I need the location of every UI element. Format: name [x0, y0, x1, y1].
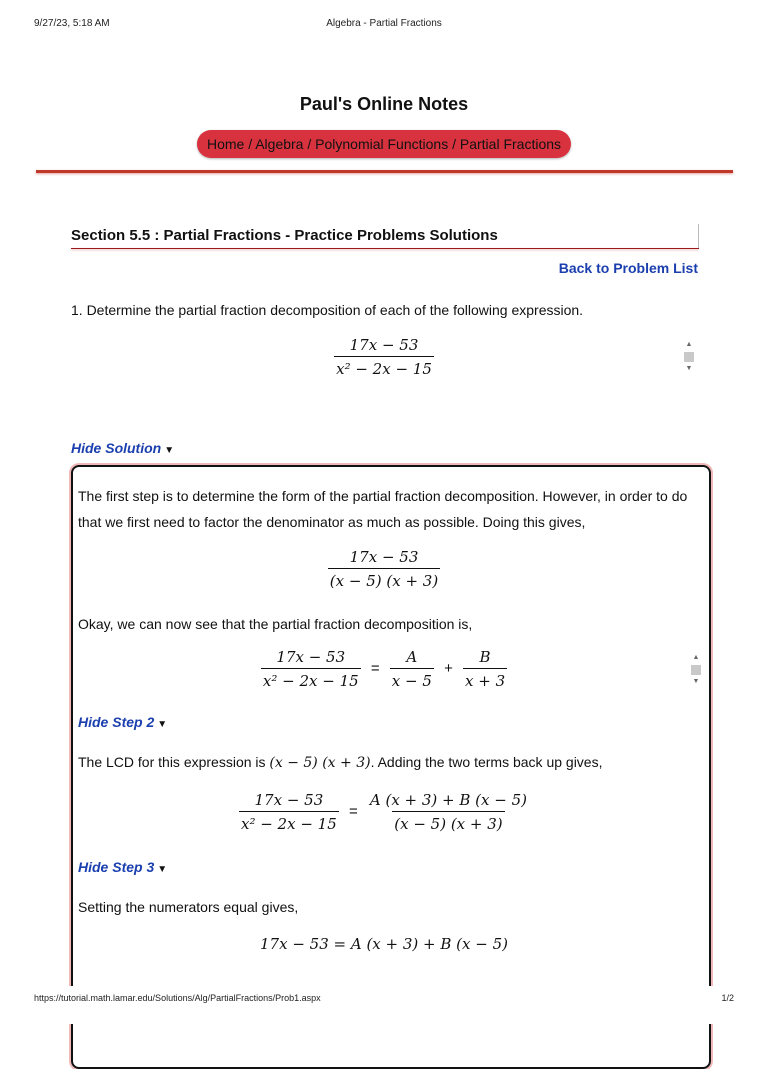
page-bottom-margin	[0, 986, 768, 1024]
print-url: https://tutorial.math.lamar.edu/Solutions/Alg/PartialFractions/Prob1.aspx	[34, 993, 321, 1003]
step2-text-a: The LCD for this expression is	[78, 754, 270, 770]
step2-rhs-denominator: (x − 5) (x + 3)	[392, 811, 504, 833]
hide-step-2-toggle[interactable]	[78, 714, 167, 730]
decomposition-form-text: Okay, we can now see that the partial fraction decomposition is,	[78, 616, 473, 632]
caret-down-icon: ▼	[157, 719, 168, 730]
form-a-denominator: x − 5	[390, 668, 434, 690]
step2-text-b: . Adding the two terms back up gives,	[370, 754, 603, 770]
form-b-denominator: x + 3	[463, 668, 507, 690]
equation-scrollbar[interactable]: ▲ ▼	[685, 341, 693, 372]
form-lhs-numerator: 17x − 53	[276, 648, 346, 666]
form-lhs-denominator: x² − 2x − 15	[261, 668, 361, 690]
form-b-numerator: B	[479, 648, 491, 666]
breadcrumb[interactable]: Home / Algebra / Polynomial Functions / Partial Fractions	[197, 130, 571, 158]
hide-step-2-label: Hide Step 2	[78, 714, 155, 730]
back-to-problem-list-link[interactable]: Back to Problem List	[558, 260, 698, 276]
caret-down-icon: ▼	[164, 445, 175, 456]
problem-numerator: 17x − 53	[349, 336, 419, 354]
equation-scrollbar-2[interactable]: ▲ ▼	[692, 654, 700, 685]
form-a-numerator: A	[406, 648, 418, 666]
step2-lhs-numerator: 17x − 53	[254, 791, 324, 809]
step2-rhs-numerator: A (x + 3) + B (x − 5)	[369, 791, 527, 809]
header-divider	[36, 170, 733, 173]
step2-text	[78, 749, 602, 776]
factored-denominator: (x − 5) (x + 3)	[328, 568, 440, 590]
hide-step-3-toggle[interactable]	[78, 859, 167, 875]
hide-solution-toggle[interactable]	[71, 440, 174, 456]
step2-lhs-denominator: x² − 2x − 15	[239, 811, 339, 833]
hide-solution-label: Hide Solution	[71, 440, 162, 456]
caret-down-icon: ▼	[157, 864, 168, 875]
factored-numerator: 17x − 53	[349, 548, 419, 566]
section-divider-end	[698, 224, 699, 248]
step3-equation: 17x − 53 = A (x + 3) + B (x − 5)	[260, 935, 508, 953]
section-divider	[71, 248, 699, 249]
step2-equation: $\frac{17x - 53}{\text{x² − 2x − 15}}$ = $\frac{A (x + 3) + B (x - 5)}{(x - 5) (x + 3)}$	[240, 791, 527, 833]
solution-step1-text: The first step is to determine the form of the partial fraction decomposition. However, in order to do that we first need to factor the denominator as much as possible. Doing this gives,	[78, 488, 688, 530]
problem-expression	[0, 336, 768, 378]
site-title[interactable]: Paul's Online Notes	[299, 94, 469, 114]
print-page-title: Algebra - Partial Fractions	[326, 18, 442, 29]
problem-denominator: x² − 2x − 15	[334, 356, 434, 378]
problem-statement: 1. Determine the partial fraction decomposition of each of the following expression.	[71, 302, 584, 318]
decomposition-form-equation: $\frac{17x - 53}{\text{x² − 2x − 15}}$ = $\frac{A}{x - 5}$ + $\frac{B}{x + 3}$	[262, 648, 506, 690]
print-page-count: 1/2	[721, 993, 734, 1003]
print-datetime: 9/27/23, 5:18 AM	[34, 18, 110, 29]
section-title: Section 5.5 : Partial Fractions - Practice Problems Solutions	[71, 227, 498, 244]
hide-step-3-label: Hide Step 3	[78, 859, 155, 875]
step2-lcd: (x − 5) (x + 3)	[269, 755, 371, 771]
step3-text: Setting the numerators equal gives,	[78, 899, 299, 915]
factored-expression	[0, 548, 768, 590]
